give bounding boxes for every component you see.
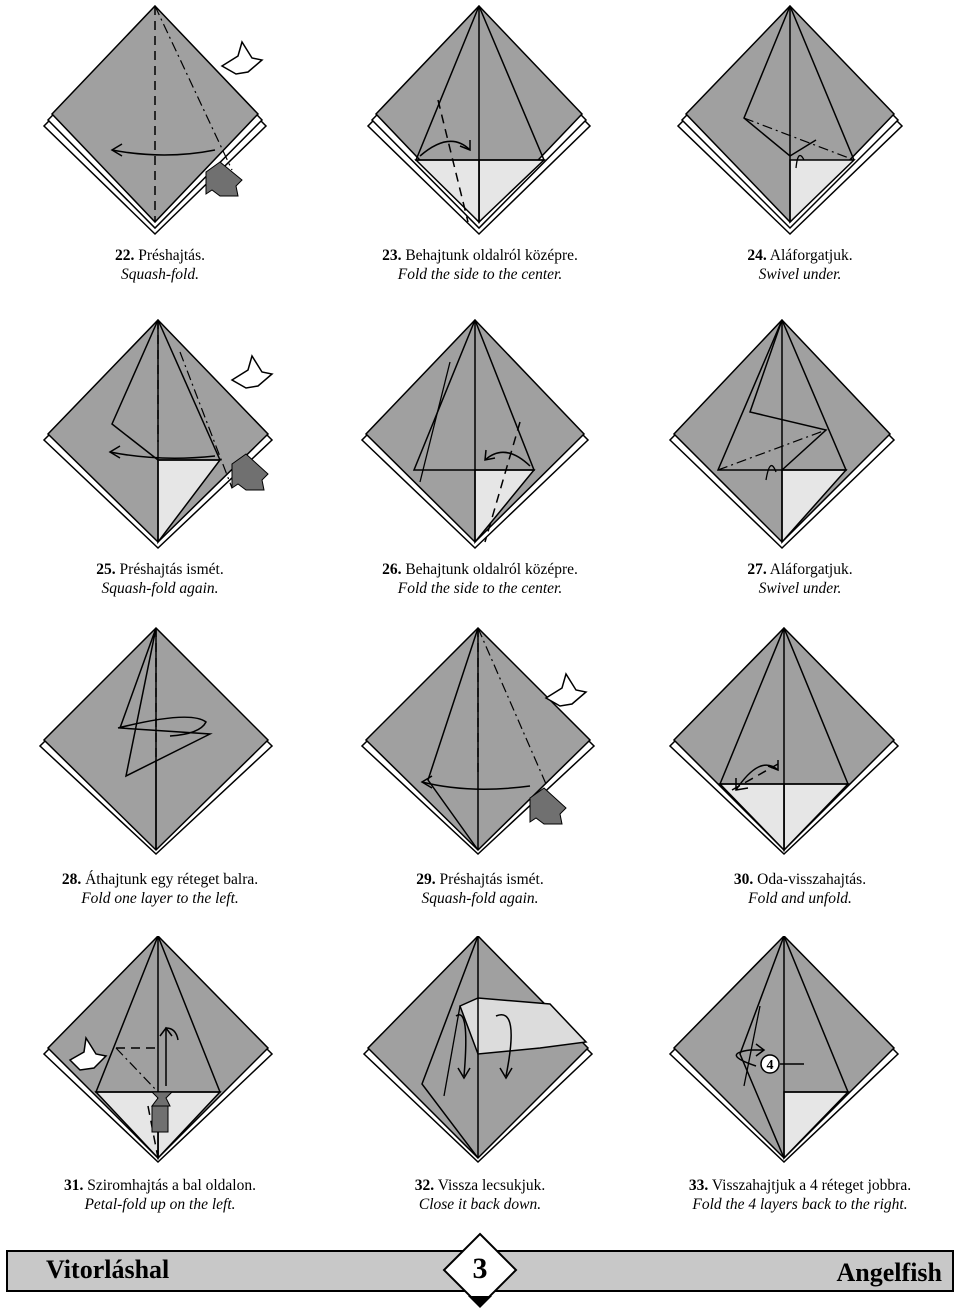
step-text-hu: Préshajtás. bbox=[138, 247, 205, 264]
step-text-hu: Aláforgatjuk. bbox=[769, 561, 853, 578]
step-24 bbox=[640, 0, 960, 312]
step-number: 29. bbox=[416, 871, 436, 888]
step-26-caption bbox=[320, 560, 640, 598]
step-text-en: Fold and unfold. bbox=[748, 890, 852, 907]
step-33 bbox=[640, 936, 960, 1248]
step-number: 23. bbox=[382, 247, 402, 264]
page-number-badge bbox=[440, 1232, 520, 1308]
step-28-caption bbox=[0, 870, 320, 908]
step-28 bbox=[0, 624, 320, 936]
step-number: 27. bbox=[747, 561, 767, 578]
step-text-hu: Vissza lecsukjuk. bbox=[437, 1177, 546, 1194]
step-text-en: Fold one layer to the left. bbox=[81, 890, 239, 907]
step-25 bbox=[0, 312, 320, 624]
step-26 bbox=[320, 312, 640, 624]
step-number: 22. bbox=[115, 247, 135, 264]
step-text-en: Squash-fold again. bbox=[101, 580, 219, 597]
step-text-hu: Visszahajtjuk a 4 réteget jobbra. bbox=[711, 1177, 912, 1194]
step-text-en: Squash-fold again. bbox=[421, 890, 539, 907]
step-text-hu: Behajtunk oldalról középre. bbox=[405, 247, 578, 264]
step-text-en: Fold the side to the center. bbox=[397, 266, 563, 283]
step-text-en: Swivel under. bbox=[758, 580, 842, 597]
step-text-hu: Préshajtás ismét. bbox=[119, 561, 224, 578]
step-text-hu: Áthajtunk egy réteget balra. bbox=[85, 871, 259, 888]
step-31-caption bbox=[0, 1176, 320, 1214]
step-text-en: Petal-fold up on the left. bbox=[84, 1196, 236, 1213]
step-number: 30. bbox=[733, 871, 754, 888]
step-28-diagram bbox=[0, 624, 320, 864]
step-33-caption bbox=[640, 1176, 960, 1214]
step-31-diagram bbox=[0, 936, 320, 1172]
step-29-diagram bbox=[320, 624, 640, 864]
step-32 bbox=[320, 936, 640, 1248]
step-text-hu: Aláforgatjuk. bbox=[769, 247, 853, 264]
step-30 bbox=[640, 624, 960, 936]
step-30-caption bbox=[640, 870, 960, 908]
step-25-caption bbox=[0, 560, 320, 598]
step-text-hu: Oda-visszahajtás. bbox=[757, 871, 867, 888]
layer-count-label: 4 bbox=[766, 1058, 774, 1073]
step-26-diagram bbox=[320, 312, 640, 552]
step-27-caption bbox=[640, 560, 960, 598]
step-text-hu: Sziromhajtás a bal oldalon. bbox=[87, 1177, 256, 1194]
footer-title-en: Angelfish bbox=[836, 1258, 942, 1287]
step-number: 24. bbox=[747, 247, 767, 264]
step-text-en: Fold the 4 layers back to the right. bbox=[692, 1196, 908, 1213]
step-22-diagram bbox=[0, 0, 320, 240]
step-27-diagram bbox=[640, 312, 960, 552]
step-text-hu: Préshajtás ismét. bbox=[439, 871, 544, 888]
step-31 bbox=[0, 936, 320, 1248]
step-30-diagram bbox=[640, 624, 960, 864]
step-number: 31. bbox=[64, 1177, 84, 1194]
step-32-diagram bbox=[320, 936, 640, 1172]
step-24-diagram bbox=[640, 0, 960, 240]
step-29-caption bbox=[320, 870, 640, 908]
step-text-en: Close it back down. bbox=[418, 1196, 542, 1213]
page-number: 3 bbox=[472, 1252, 488, 1285]
step-number: 33. bbox=[688, 1177, 709, 1194]
step-33-diagram bbox=[640, 936, 960, 1172]
step-text-en: Swivel under. bbox=[758, 266, 842, 283]
step-text-hu: Behajtunk oldalról középre. bbox=[405, 561, 578, 578]
step-number: 28. bbox=[61, 871, 82, 888]
step-25-diagram bbox=[0, 312, 320, 552]
step-number: 32. bbox=[414, 1177, 435, 1194]
step-23 bbox=[320, 0, 640, 312]
footer-title-hu: Vitorláshal bbox=[46, 1255, 170, 1284]
step-29 bbox=[320, 624, 640, 936]
step-22-caption bbox=[0, 246, 320, 284]
step-27 bbox=[640, 312, 960, 624]
step-text-en: Squash-fold. bbox=[121, 266, 199, 283]
step-text-en: Fold the side to the center. bbox=[397, 580, 563, 597]
step-23-diagram bbox=[320, 0, 640, 240]
step-22 bbox=[0, 0, 320, 312]
step-number: 25. bbox=[96, 561, 116, 578]
step-32-caption bbox=[320, 1176, 640, 1214]
step-24-caption bbox=[640, 246, 960, 284]
step-23-caption bbox=[320, 246, 640, 284]
step-number: 26. bbox=[382, 561, 402, 578]
